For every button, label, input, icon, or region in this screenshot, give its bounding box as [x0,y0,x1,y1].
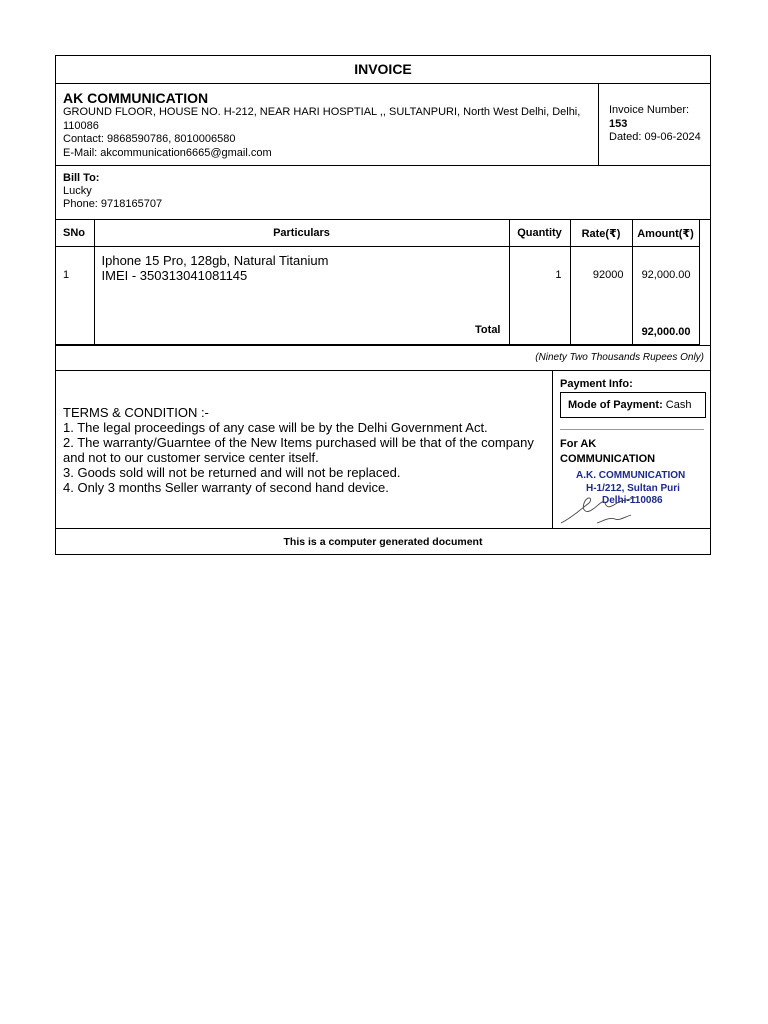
bill-to-phone: Phone: 9718165707 [63,198,163,210]
footer-note: This is a computer generated document [283,536,483,548]
bill-to-label: Bill To: [63,172,100,184]
terms-item: 2. The warranty/Guarntee of the New Items purchased will be that of the company and not to our customer service center itself. [63,435,534,465]
row-rate: 92000 [570,247,632,345]
particulars-line2: IMEI - 350313041081145 [101,268,248,283]
header-particulars: Particulars [94,220,509,247]
row-amount: 92,000.00 [641,269,691,281]
terms-heading: TERMS & CONDITION :- [63,405,209,420]
terms-item: 1. The legal proceedings of any case will be by the Delhi Government Act. [63,420,488,435]
for-company-label [560,437,655,467]
company-stamp-signature [559,465,709,529]
particulars-line1: Iphone 15 Pro, 128gb, Natural Titanium [101,253,329,268]
for-line2: COMMUNICATION [560,453,656,465]
total-label: Total [475,324,501,336]
company-email: E-Mail: akcommunication6665@gmail.com [63,146,272,159]
stamp-line3: Delhi-110086 [602,495,663,506]
invoice-date: Dated: 09-06-2024 [609,131,701,143]
stamp-line2: H-1/212, Sultan Puri [586,483,680,494]
invoice-meta [598,84,710,165]
invoice-number: 153 [609,117,628,130]
invoice-document [55,55,711,555]
row-sno: 1 [56,247,94,345]
company-section [56,84,710,166]
row-particulars [94,247,509,345]
terms-block [63,405,543,495]
company-address: GROUND FLOOR, HOUSE NO. H-212, NEAR HARI HOSPTIAL ,, SULTANPURI, North West Delhi, Delhi, 110086 [63,106,581,132]
items-section [56,220,710,345]
bill-to-name: Lucky [63,185,92,197]
table-header-row [56,220,699,247]
for-line1: For AK [560,438,597,450]
bill-to-section [56,166,710,220]
company-contact: Contact: 9868590786, 8010006580 [63,133,236,145]
total-amount: 92,000.00 [641,326,691,338]
stamp-line1: A.K. COMMUNICATION [576,470,686,481]
items-table [56,220,700,345]
row-quantity: 1 [509,247,570,345]
terms-payment-section [56,371,710,529]
terms-item: 4. Only 3 months Seller warranty of second hand device. [63,480,389,495]
company-details [63,90,593,160]
company-name: AK COMMUNICATION [63,90,209,106]
table-row [56,247,699,345]
invoice-title: INVOICE [56,56,710,84]
payment-info-panel [552,371,710,528]
invoice-number-label: Invoice Number: [609,104,690,116]
payment-mode-box [560,392,706,418]
payment-mode-label: Mode of Payment: [568,399,663,411]
header-rate: Rate(₹) [570,220,632,247]
row-amount-cell [632,247,699,345]
payment-info-label: Payment Info: [560,378,633,390]
header-quantity: Quantity [509,220,570,247]
payment-mode-value: Cash [665,399,692,411]
divider [560,429,704,430]
header-sno: SNo [56,220,94,247]
amount-in-words: (Ninety Two Thousands Rupees Only) [56,345,710,371]
terms-item: 3. Goods sold will not be returned and will not be replaced. [63,465,401,480]
header-amount: Amount(₹) [632,220,699,247]
